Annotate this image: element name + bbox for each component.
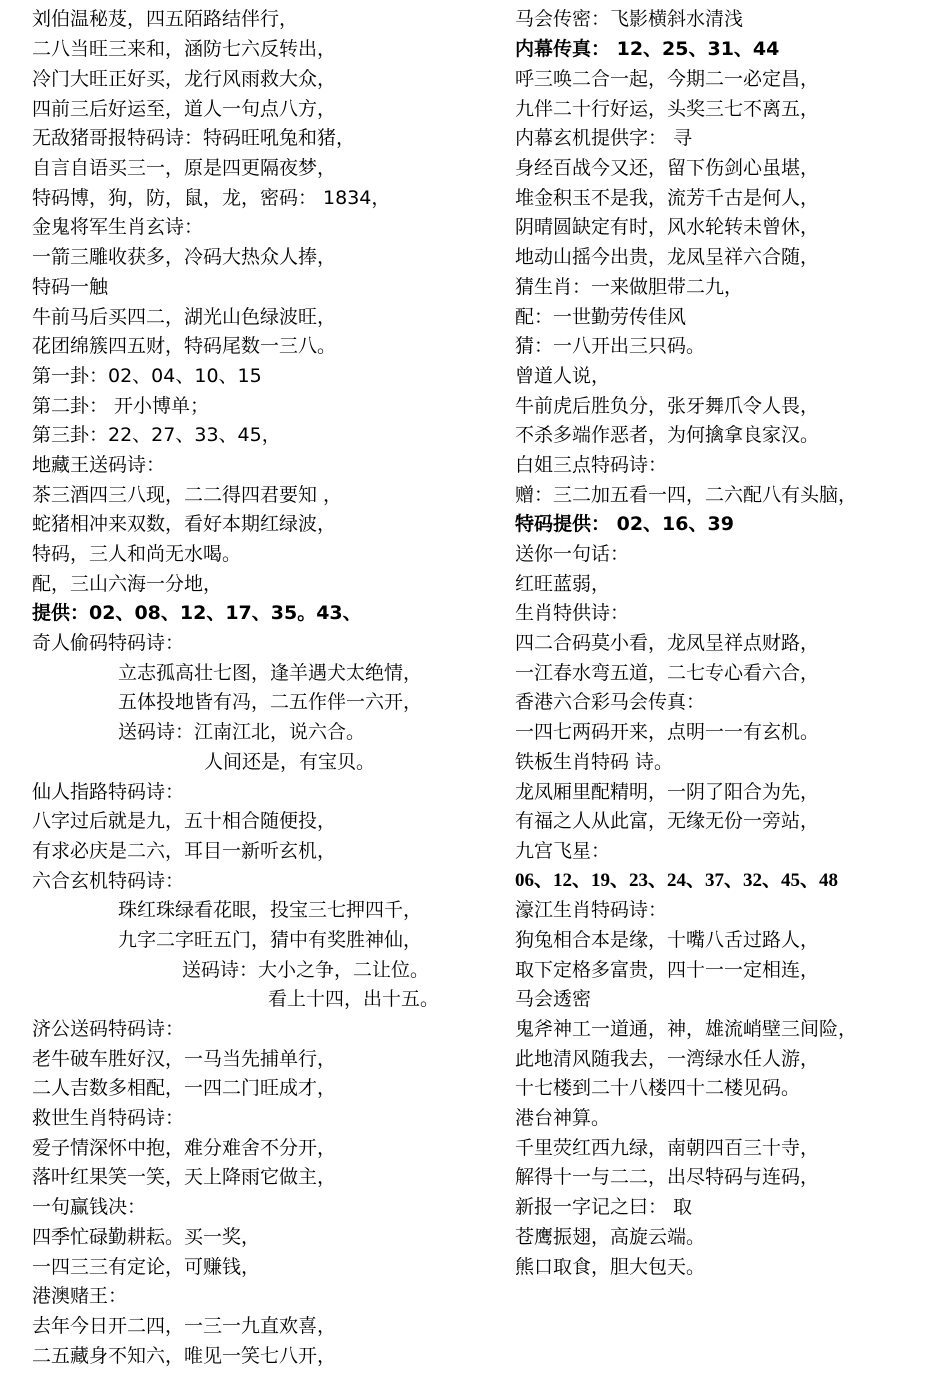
text-line: 港澳赌王： (32, 1285, 128, 1307)
text-line: 猜：一八开出三只码。 (515, 335, 706, 357)
text-line: 茶三酒四三八现，二二得四君要知 ， (32, 484, 343, 506)
text-line: 龙凤厢里配精明，一阴了阳合为先， (515, 781, 820, 803)
text-line: 不杀多端作恶者，为何擒拿良家汉。 (515, 424, 820, 446)
text-line: 赠：三二加五看一四，二六配八有头脑， (515, 484, 858, 506)
text-line: 此地清风随我去，一湾绿水任人游， (515, 1048, 820, 1070)
text-line: 人间还是，有宝贝。 (204, 751, 376, 773)
text-line: 一箭三雕收获多，冷码大热众人捧， (32, 246, 337, 268)
text-line: 提供：02、08、12、17、35。43、 (32, 602, 362, 624)
text-line: 堆金积玉不是我，流芳千古是何人， (515, 187, 820, 209)
text-line: 刘伯温秘芨，四五陌路结伴行， (32, 8, 299, 30)
text-line: 地动山摇今出贵，龙凤呈祥六合随， (515, 246, 820, 268)
text-line: 千里荧红西九绿，南朝四百三十寺， (515, 1137, 820, 1159)
text-line: 立志孤高壮七图，逢羊遇犬太绝情， (118, 662, 423, 684)
text-line: 白姐三点特码诗： (515, 454, 668, 476)
text-line: 八字过后就是九，五十相合随便投， (32, 810, 337, 832)
text-line: 第一卦：02、04、10、15 (32, 365, 262, 387)
text-line: 马会透密 (515, 988, 592, 1010)
text-line: 红旺蓝弱， (515, 573, 611, 595)
text-line: 地藏王送码诗： (32, 454, 166, 476)
text-line: 牛前马后买四二，湖光山色绿波旺， (32, 306, 337, 328)
text-line: 一四三三有定论，可赚钱， (32, 1256, 261, 1278)
text-line: 送码诗：大小之争，二让位。 (182, 959, 430, 981)
text-line: 内幕玄机提供字： 寻 (515, 127, 693, 149)
text-line: 铁板生肖特码 诗。 (515, 751, 674, 773)
text-line: 九字二字旺五门，猜中有奖胜神仙， (118, 929, 423, 951)
text-line: 十七楼到二十八楼四十二楼见码。 (515, 1077, 801, 1099)
text-line: 仙人指路特码诗： (32, 781, 185, 803)
text-line: 蛇猪相冲来双数，看好本期红绿波， (32, 513, 337, 535)
text-line: 一句赢钱决： (32, 1196, 147, 1218)
text-line: 六合玄机特码诗： (32, 870, 185, 892)
text-line: 冷门大旺正好买，龙行风雨救大众， (32, 68, 337, 90)
text-line: 送你一句话： (515, 543, 630, 565)
text-line: 狗兔相合本是缘，十嘴八舌过路人， (515, 929, 820, 951)
text-line: 四前三后好运至，道人一句点八方， (32, 98, 337, 120)
text-line: 花团绵簇四五财，特码尾数一三八。 (32, 335, 337, 357)
text-line: 苍鹰振翅，高旋云端。 (515, 1226, 706, 1248)
text-line: 解得十一与二二，出尽特码与连码， (515, 1166, 820, 1188)
text-line: 配：一世勤劳传佳风 (515, 306, 687, 328)
text-line: 二人吉数多相配，一四二门旺成才， (32, 1077, 337, 1099)
text-line: 特码博，狗，防，鼠，龙，密码： 1834， (32, 187, 391, 209)
text-line: 取下定格多富贵，四十一一定相连， (515, 959, 820, 981)
text-line: 无敌猪哥报特码诗：特码旺吼兔和猪， (32, 127, 356, 149)
text-line: 看上十四，出十五。 (268, 988, 440, 1010)
text-line: 牛前虎后胜负分，张牙舞爪令人畏， (515, 395, 820, 417)
text-line: 有福之人从此富，无缘无份一旁站， (515, 810, 820, 832)
text-line: 送码诗：江南江北，说六合。 (118, 721, 366, 743)
text-line: 濠江生肖特码诗： (515, 899, 668, 921)
text-line: 济公送码特码诗： (32, 1018, 185, 1040)
text-line: 内幕传真： 12、25、31、44 (515, 38, 780, 60)
text-line: 老牛破车胜好汉，一马当先捕单行， (32, 1048, 337, 1070)
text-line: 四二合码莫小看，龙凤呈祥点财路， (515, 632, 820, 654)
text-line: 珠红珠绿看花眼，投宝三七押四千， (118, 899, 423, 921)
text-line: 特码一触 (32, 276, 109, 298)
text-line: 特码提供： 02、16、39 (515, 513, 734, 535)
text-line: 一四七两码开来，点明一一有玄机。 (515, 721, 820, 743)
text-line: 金鬼将军生肖玄诗： (32, 216, 204, 238)
text-line: 九宫飞星： (515, 840, 611, 862)
text-line: 自言自语买三一，原是四更隔夜梦， (32, 157, 337, 179)
text-line: 06、12、19、23、24、37、32、45、48 (515, 870, 839, 891)
text-line: 落叶红果笑一笑，天上降雨它做主， (32, 1166, 337, 1188)
text-line: 有求必庆是二六，耳目一新听玄机， (32, 840, 337, 862)
text-line: 香港六合彩马会传真： (515, 691, 706, 713)
text-line: 爱子情深怀中抱，难分难舍不分开， (32, 1137, 337, 1159)
text-line: 鬼斧神工一道通，神，雄流峭壁三间险， (515, 1018, 858, 1040)
text-line: 特码，三人和尚无水喝。 (32, 543, 242, 565)
text-line: 第二卦： 开小博单； (32, 395, 210, 417)
text-line: 配，三山六海一分地， (32, 573, 223, 595)
text-line: 奇人偷码特码诗： (32, 632, 185, 654)
text-line: 五体投地皆有冯，二五作伴一六开， (118, 691, 423, 713)
text-line: 去年今日开二四，一三一九直欢喜， (32, 1315, 337, 1337)
text-line: 新报一字记之曰： 取 (515, 1196, 693, 1218)
text-line: 生肖特供诗： (515, 602, 630, 624)
text-line: 救世生肖特码诗： (32, 1107, 185, 1129)
text-line: 猜生肖：一来做胆带二九， (515, 276, 744, 298)
text-line: 港台神算。 (515, 1107, 611, 1129)
text-line: 第三卦：22、27、33、45， (32, 424, 281, 446)
text-line: 二八当旺三来和，涵防七六反转出， (32, 38, 337, 60)
text-line: 熊口取食，胆大包天。 (515, 1256, 706, 1278)
text-line: 身经百战今又还，留下伤剑心虽堪， (515, 157, 820, 179)
text-line: 二五藏身不知六，唯见一笑七八开， (32, 1345, 337, 1367)
text-line: 呼三唤二合一起，今期二一必定昌， (515, 68, 820, 90)
text-line: 九伴二十行好运，头奖三七不离五， (515, 98, 820, 120)
text-line: 曾道人说， (515, 365, 611, 387)
text-line: 马会传密：飞影横斜水清浅 (515, 8, 744, 30)
text-line: 阴晴圆缺定有时，风水轮转未曾休， (515, 216, 820, 238)
text-line: 一江春水弯五道，二七专心看六合， (515, 662, 820, 684)
text-line: 四季忙碌勤耕耘。买一奖， (32, 1226, 261, 1248)
